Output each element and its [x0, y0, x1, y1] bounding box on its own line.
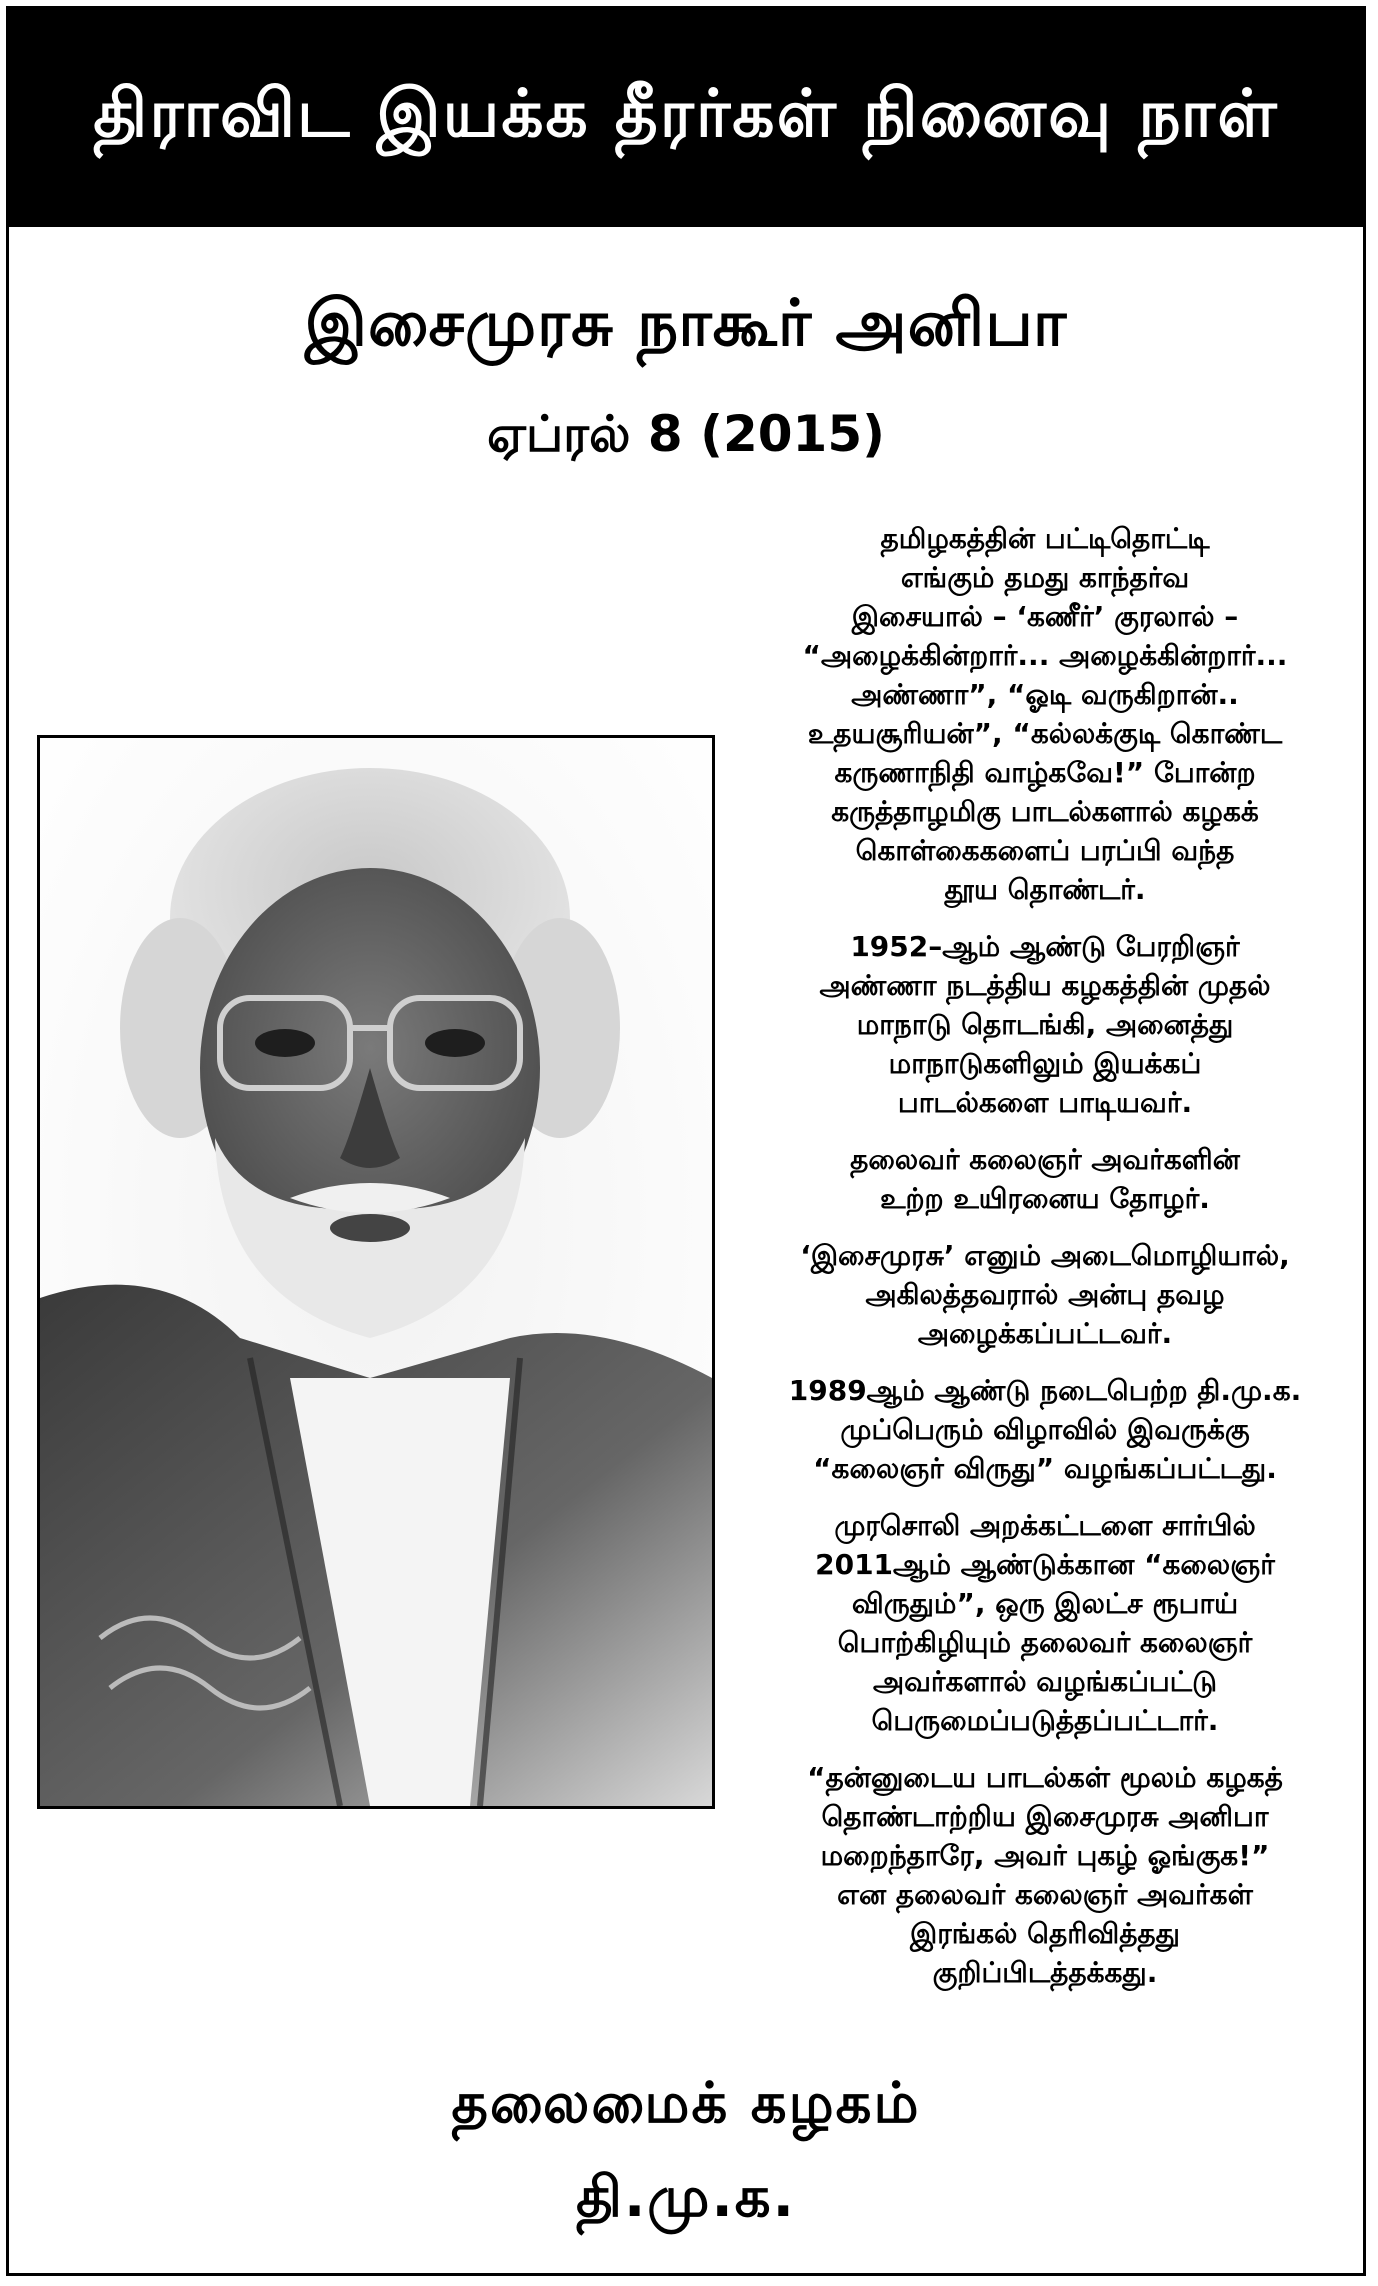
- bio-paragraph: [721, 1140, 1366, 1218]
- bio-line: கருத்தாழமிகு பாடல்களால் கழகக்: [831, 795, 1259, 828]
- bio-line: என தலைவர் கலைஞர் அவர்கள்: [837, 1878, 1253, 1911]
- bio-line: உதயசூரியன்”, “கல்லக்குடி கொண்ட: [807, 717, 1283, 750]
- bio-line: மறைந்தாரே, அவர் புகழ் ஓங்குக!”: [820, 1839, 1270, 1872]
- bio-paragraph: [721, 1236, 1366, 1353]
- bio-line: அழைக்கப்பட்டவர்.: [917, 1317, 1173, 1350]
- memorial-date: ஏப்ரல் 8 (2015): [487, 405, 885, 463]
- bio-line: மாநாடு தொடங்கி, அனைத்து: [856, 1008, 1234, 1041]
- bio-line: கொள்கைகளைப் பரப்பி வந்த: [855, 834, 1235, 867]
- bio-line: முப்பெரும் விழாவில் இவருக்கு: [840, 1413, 1250, 1446]
- bio-line: விருதும்”, ஒரு இலட்ச ரூபாய்: [851, 1587, 1239, 1620]
- bio-line: அண்ணா நடத்திய கழகத்தின் முதல்: [819, 969, 1271, 1002]
- bio-line: குறிப்பிடத்தக்கது.: [932, 1956, 1158, 1989]
- bio-line: ‘இசைமுரசு’ எனும் அடைமொழியால்,: [800, 1239, 1290, 1272]
- person-name: இசைமுரசு நாகூர் அனிபா: [304, 287, 1068, 361]
- bio-line: அண்ணா”, “ஓடி வருகிறான்..: [851, 678, 1239, 711]
- bio-line: பெருமைப்படுத்தப்பட்டார்.: [871, 1704, 1219, 1737]
- bio-line: உற்ற உயிரனைய தோழர்.: [880, 1182, 1210, 1215]
- bio-paragraph: [721, 1758, 1366, 1992]
- bio-line: 2011ஆம் ஆண்டுக்கான “கலைஞர்: [815, 1548, 1275, 1581]
- bio-line: 1952–ஆம் ஆண்டு பேரறிஞர்: [850, 930, 1240, 963]
- portrait-photo-icon: [40, 738, 712, 1806]
- party-name: தி.மு.க.: [576, 2165, 796, 2230]
- bio-paragraph: [721, 1371, 1366, 1488]
- bio-paragraph: [721, 927, 1366, 1122]
- obituary-notice: [6, 6, 1366, 2276]
- bio-line: 1989ஆம் ஆண்டு நடைபெற்ற தி.மு.க.: [788, 1374, 1302, 1407]
- bio-line: இரங்கல் தெரிவித்தது: [910, 1917, 1180, 1950]
- bio-line: தமிழகத்தின் பட்டிதொட்டி: [880, 522, 1210, 555]
- bio-line: கருணாநிதி வாழ்கவே!” போன்ற: [834, 756, 1256, 789]
- bio-paragraph: [721, 519, 1366, 909]
- bio-line: அவர்களால் வழங்கப்பட்டு: [872, 1665, 1218, 1698]
- bio-line: மாநாடுகளிலும் இயக்கப்: [888, 1047, 1202, 1080]
- header-banner: [9, 9, 1363, 227]
- bio-line: “அழைக்கின்றார்... அழைக்கின்றார்...: [802, 639, 1288, 672]
- bio-line: தலைவர் கலைஞர் அவர்களின்: [850, 1143, 1240, 1176]
- bio-line: பொற்கிழியும் தலைவர் கலைஞர்: [837, 1626, 1253, 1659]
- banner-title: திராவிட இயக்க தீரர்கள் நினைவு நாள்: [93, 75, 1279, 152]
- signature-org: தலைமைக் கழகம்: [451, 2071, 921, 2136]
- bio-line: பாடல்களை பாடியவர்.: [897, 1086, 1193, 1119]
- bio-line: இசையால் – ‘கணீர்’ குரலால் –: [851, 600, 1239, 633]
- bio-line: “தன்னுடைய பாடல்கள் மூலம் கழகத்: [807, 1761, 1283, 1794]
- biography-text: [721, 519, 1366, 2010]
- portrait-photo: [37, 735, 715, 1809]
- bio-line: அகிலத்தவரால் அன்பு தவழ: [865, 1278, 1225, 1311]
- bio-line: தூய தொண்டர்.: [944, 873, 1146, 906]
- bio-line: முரசொலி அறக்கட்டளை சார்பில்: [834, 1509, 1256, 1542]
- bio-paragraph: [721, 1506, 1366, 1740]
- bio-line: “கலைஞர் விருது” வழங்கப்பட்டது.: [813, 1452, 1277, 1485]
- bio-line: தொண்டாற்றிய இசைமுரசு அனிபா: [821, 1800, 1269, 1833]
- bio-line: எங்கும் தமது காந்தர்வ: [900, 561, 1190, 594]
